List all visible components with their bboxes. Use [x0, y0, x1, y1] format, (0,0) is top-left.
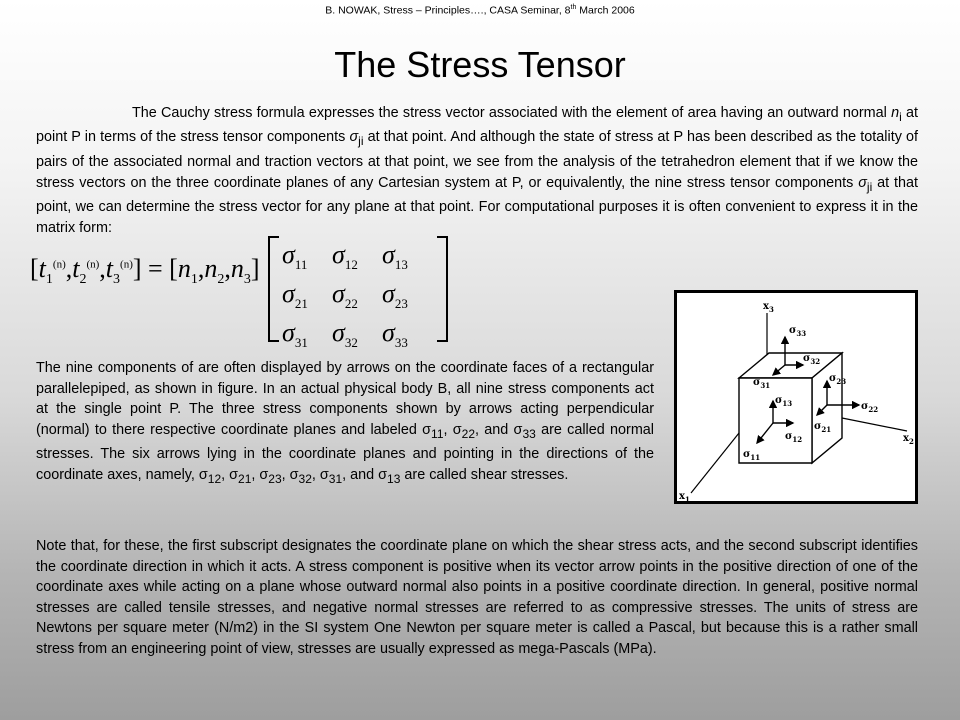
stress-matrix: [268, 236, 448, 351]
subscript: ji: [866, 179, 873, 194]
slide-title: The Stress Tensor: [334, 44, 626, 85]
matrix-bracket-right: [437, 236, 448, 342]
paragraph-sign-convention: Note that, for these, the first subscript designates the coordinate plane on which the shear stress acts, and the second subscript identifies the coordinate direction in which it acts. A stress component is positive when its vector arrow points in the positive direction of one of the coordinate axes while acting on a plane whose outward normal also points in a positive coordinate direction. In general, positive normal stresses are called tensile stresses, and negative normal stresses are referred to as compressive stresses. The units of stress are Newtons per square meter (N/m2) in the SI system One Newton per square meter is called a Pascal, but because this is a rather small stress from an engineering point of view, stresses are usually expressed as mega-Pascals (MPa).: [36, 538, 918, 657]
symbol-t: t: [105, 254, 114, 283]
matrix-cell: $\sigma_{23}$: [382, 279, 408, 312]
symbol-n: n: [230, 254, 244, 283]
text-run: at point P in terms of the stress tensor components: [36, 105, 919, 146]
stress-cube-figure: [674, 290, 918, 504]
axis-x2-label: $x_2$: [903, 433, 914, 446]
comma: ,: [197, 254, 205, 283]
comma: ,: [224, 254, 231, 283]
bracket-equals: ] = [: [132, 254, 178, 283]
axis-x2-line: [842, 418, 907, 431]
symbol-sigma: σ: [858, 174, 867, 191]
text-run: at that point. And although the state of stress at P has been described as the totality of pairs of the associated normal and traction vectors at that point, we see from the analysis of the tetrahedron element that if we know the stress vectors on the three coordinate planes of any Cartesian system at P, or equivalently, the nine stress tensor components: [36, 129, 918, 191]
label-s22: $\sigma_{22}$: [861, 401, 879, 414]
subscript: ji: [358, 134, 364, 149]
paragraph-stress-components: The nine components of are often displayed by arrows on the coordinate faces of a rectangular parallelepiped, as shown in figure. In an actual physical body B, all nine stress components act at the single point P. The three stress components shown by arrows acting perpendicular (normal) to there respective coordinate planes and labeled $\sigma_{11}$, $\sigma_{22}$, and $\sigma_{33}$ are called normal stresses. The six arrows lying in the coordinate planes and pointing in the directions of the coordinate axes, namely, $\sigma_{12}$, $\sigma_{21}$, $\sigma_{23}$, $\sigma_{32}$, $\sigma_{31}$, and $\sigma_{13}$ are called shear stresses.: [36, 360, 655, 486]
subscript: 1: [45, 272, 53, 288]
matrix-cell: $\sigma_{13}$: [382, 240, 408, 273]
matrix-cell: $\sigma_{22}$: [332, 279, 358, 312]
symbol-sigma: σ: [349, 129, 359, 146]
matrix-cell: $\sigma_{32}$: [332, 318, 358, 351]
symbol-n: n: [891, 105, 900, 121]
matrix-bracket-left: [268, 236, 279, 342]
text-run: The Cauchy stress formula expresses the stress vector associated with the element of area having an outward normal: [132, 105, 892, 121]
label-s21: $\sigma_{21}$: [814, 421, 832, 434]
superscript-n: (n): [120, 258, 133, 271]
subscript: i: [899, 109, 902, 124]
label-s32: $\sigma_{32}$: [803, 353, 821, 366]
axis-x1-line: [691, 433, 739, 493]
matrix-cell: $\sigma_{31}$: [282, 318, 308, 351]
subscript: 2: [217, 272, 225, 288]
paragraph-cauchy-formula: [36, 103, 918, 238]
symbol-t: t: [38, 254, 46, 283]
axis-x3-label: $x_3$: [763, 301, 774, 314]
comma: ,: [99, 254, 106, 283]
symbol-n: n: [177, 254, 191, 283]
bracket: [: [30, 254, 39, 283]
header-text-end: March 2006: [576, 4, 635, 17]
label-s23: $\sigma_{23}$: [829, 373, 847, 386]
slide-header: [0, 4, 960, 17]
axis-x1-label: $x_1$: [679, 491, 690, 501]
matrix-cell: $\sigma_{12}$: [332, 240, 358, 273]
bracket: ]: [250, 254, 260, 283]
header-superscript: th: [570, 4, 577, 11]
equation-lhs: [30, 254, 260, 288]
text-run: at that point, we can determine the stress vector for any plane at that point. For computational purposes it is often convenient to express it in the matrix form:: [36, 174, 918, 236]
subscript: 3: [243, 272, 251, 288]
symbol-t: t: [72, 254, 80, 283]
label-s33: $\sigma_{33}$: [789, 325, 807, 338]
stress-cube-diagram: [677, 293, 915, 501]
label-s31: $\sigma_{31}$: [753, 377, 771, 390]
header-text: B. NOWAK, Stress – Principles…., CASA Seminar, 8: [325, 4, 571, 17]
symbol-n: n: [204, 254, 218, 283]
label-s13: $\sigma_{13}$: [775, 395, 793, 408]
matrix-cell: $\sigma_{11}$: [282, 240, 308, 273]
label-s11: $\sigma_{11}$: [743, 449, 761, 462]
matrix-grid: [282, 240, 432, 352]
subscript: 1: [190, 272, 198, 288]
superscript-n: (n): [52, 258, 66, 271]
subscript: 3: [113, 272, 121, 288]
subscript: 2: [79, 272, 87, 288]
label-s12: $\sigma_{12}$: [785, 431, 803, 444]
superscript-n: (n): [86, 258, 100, 271]
matrix-cell: $\sigma_{33}$: [382, 318, 408, 351]
comma: ,: [65, 254, 73, 283]
matrix-cell: $\sigma_{21}$: [282, 279, 308, 312]
